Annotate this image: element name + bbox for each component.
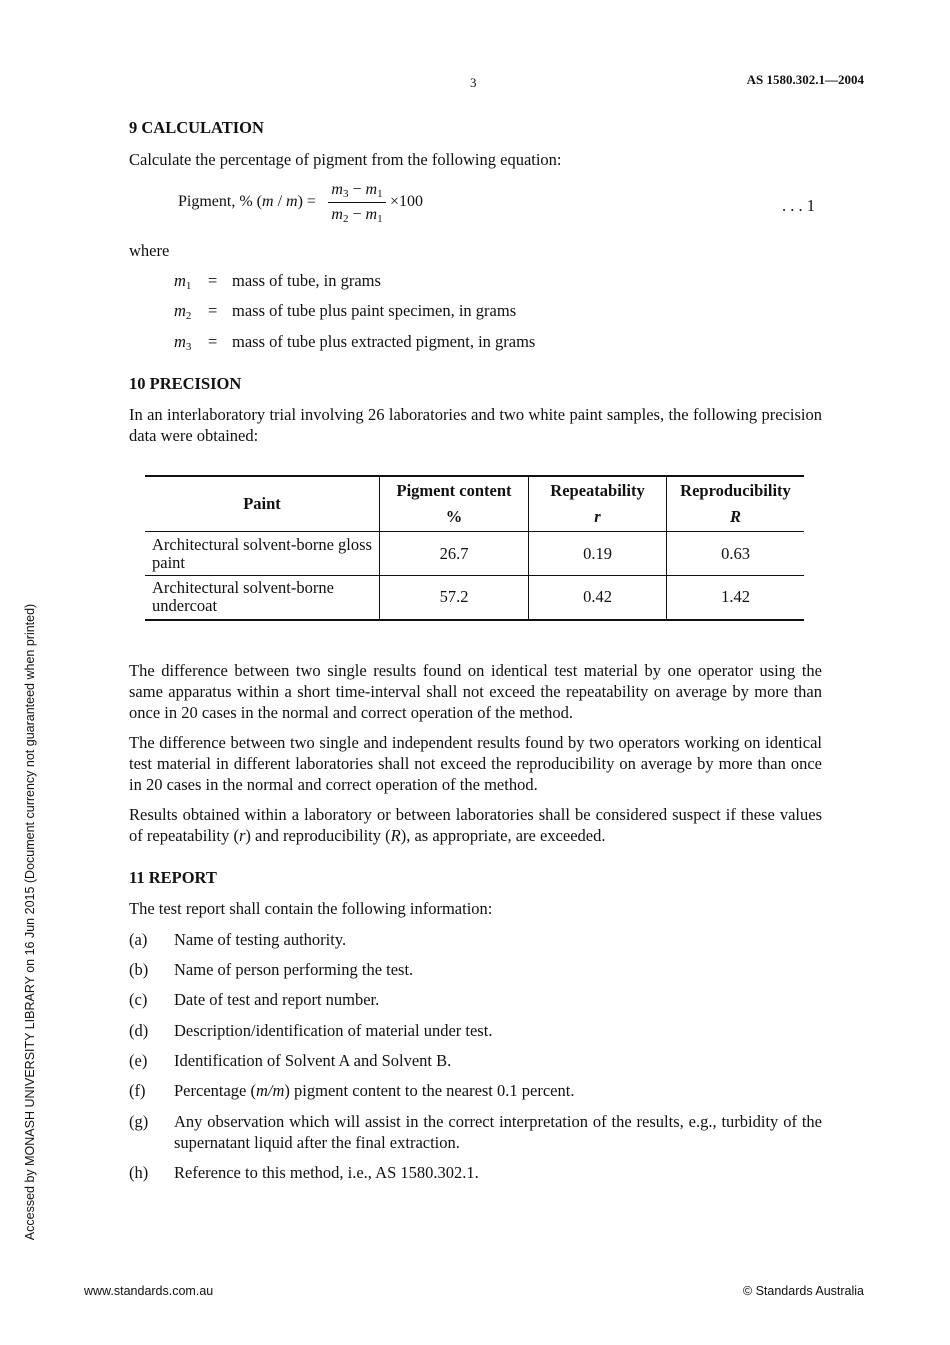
cell-paint: Architectural solvent-borne undercoat bbox=[145, 576, 380, 620]
document-code: AS 1580.302.1—2004 bbox=[746, 72, 864, 87]
page-number: 3 bbox=[470, 75, 477, 90]
footer-copyright: © Standards Australia bbox=[742, 1284, 864, 1298]
header-repeatability: Repeatability r bbox=[529, 476, 667, 532]
calculation-intro: Calculate the percentage of pigment from the following equation: bbox=[129, 150, 562, 169]
access-note: Accessed by MONASH UNIVERSITY LIBRARY on 16 Jun 2015 (Document currency not guaranteed when printed) bbox=[23, 603, 37, 1241]
list-item: (e) Identification of Solvent A and Solvent B. bbox=[129, 1051, 452, 1070]
list-item: (f) Percentage (m/m) pigment content to the nearest 0.1 percent. bbox=[129, 1081, 575, 1100]
list-item: (d) Description/identification of material under test. bbox=[129, 1021, 493, 1040]
equation-number: . . . 1 bbox=[782, 196, 815, 215]
table-row bbox=[145, 576, 804, 620]
section-heading-calculation: 9 CALCULATION bbox=[129, 118, 264, 137]
report-intro: The test report shall contain the following information: bbox=[129, 899, 493, 918]
cell-repeatability: 0.19 bbox=[529, 532, 667, 576]
reproducibility-paragraph: The difference between two single and independent results found by two operators working on identical test material in different laboratories shall not exceed the reproducibility on average by more than once in 20 cases in the normal and correct operation of the method. bbox=[129, 733, 822, 794]
suspect-results-paragraph: Results obtained within a laboratory or between laboratories shall be considered suspect if these values of repeatability (r) and reproducibility (R), as appropriate, are exceeded. bbox=[129, 805, 822, 845]
footer-website[interactable]: www.standards.com.au bbox=[84, 1284, 214, 1298]
report-items-list bbox=[129, 929, 822, 1183]
cell-reproducibility: 0.63 bbox=[721, 543, 750, 563]
cell-pigment: 57.2 bbox=[380, 576, 529, 620]
table-header-row bbox=[145, 476, 804, 532]
section-heading-precision: 10 PRECISION bbox=[129, 374, 242, 393]
list-item: (c) Date of test and report number. bbox=[129, 990, 380, 1009]
precision-table bbox=[145, 475, 804, 621]
table-row bbox=[145, 532, 804, 576]
cell-paint: Architectural solvent-borne gloss paint bbox=[145, 532, 380, 576]
list-item: (b) Name of person performing the test. bbox=[129, 960, 414, 979]
definitions-list bbox=[174, 270, 824, 358]
repeatability-paragraph: The difference between two single results found on identical test material by one operator using the same apparatus within a short time-interval shall not exceed the repeatability on average by more than once in 20 cases in the normal and correct operation of the method. bbox=[129, 661, 822, 722]
list-item: (a) Name of testing authority. bbox=[129, 930, 347, 949]
definition-m1: $m_1$ = mass of tube, in grams bbox=[174, 271, 381, 292]
list-item: (g) Any observation which will assist in the correct interpretation of the results, e.g., turbidity of the supernatant liquid after the final extraction. bbox=[129, 1112, 822, 1152]
section-heading-report: 11 REPORT bbox=[129, 868, 217, 887]
cell-repeatability: 0.42 bbox=[529, 576, 667, 620]
definition-m3: $m_3$ = mass of tube plus extracted pigment, in grams bbox=[174, 332, 536, 353]
definition-m2: $m_2$ = mass of tube plus paint specimen, in grams bbox=[174, 301, 517, 322]
header-reproducibility: Reproducibility R bbox=[680, 481, 791, 526]
cell-reproducibility: 1.42 bbox=[721, 587, 750, 607]
header-pigment-content: Pigment content % bbox=[380, 476, 529, 532]
equation-multiplier: ×100 bbox=[390, 193, 424, 210]
cell-pigment: 26.7 bbox=[380, 532, 529, 576]
equation-numerator: $m_3 - m_1$ bbox=[331, 181, 383, 200]
equation-denominator: $m_2 - m_1$ bbox=[331, 206, 383, 225]
header-paint: Paint bbox=[145, 476, 380, 532]
where-label: where bbox=[129, 241, 170, 260]
fraction-bar bbox=[328, 202, 386, 203]
list-item: (h) Reference to this method, i.e., AS 1580.302.1. bbox=[129, 1163, 479, 1182]
precision-intro: In an interlaboratory trial involving 26 laboratories and two white paint samples, the following precision data were obtained: bbox=[129, 405, 822, 445]
